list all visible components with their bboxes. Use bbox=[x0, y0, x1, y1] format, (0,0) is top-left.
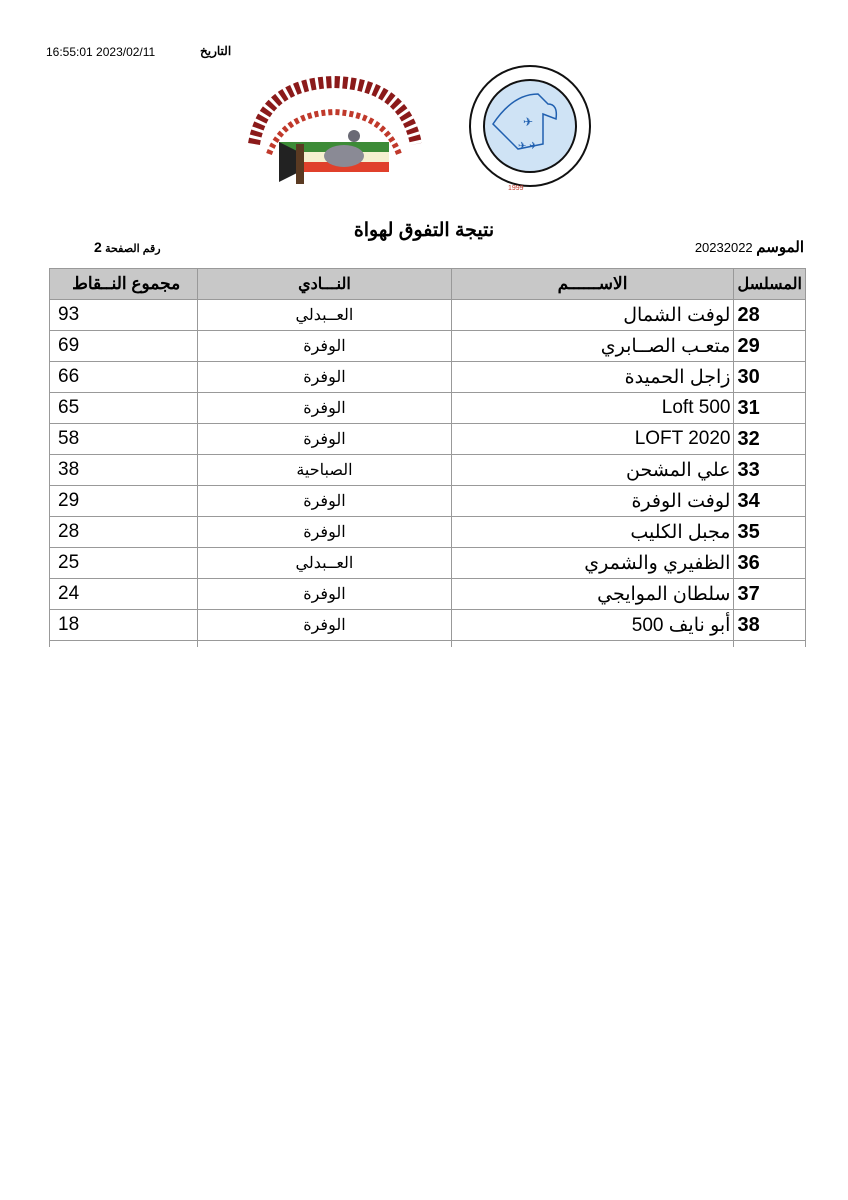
name-cell: أبو نايف 500 bbox=[451, 610, 734, 641]
name-cell: زاجل الحميدة bbox=[451, 362, 734, 393]
table-row bbox=[50, 331, 806, 362]
name-cell: لوفت الوفرة bbox=[451, 486, 734, 517]
serial-cell: 38 bbox=[734, 610, 806, 641]
points-cell: 29 bbox=[50, 486, 198, 517]
serial-cell: 33 bbox=[734, 455, 806, 486]
name-cell: LOFT 2020 bbox=[451, 424, 734, 455]
club-cell: العــبدلي bbox=[198, 300, 451, 331]
serial-cell: 31 bbox=[734, 393, 806, 424]
points-cell: 66 bbox=[50, 362, 198, 393]
table-row bbox=[50, 300, 806, 331]
points-cell: 28 bbox=[50, 517, 198, 548]
club-cell: الوفرة bbox=[198, 486, 451, 517]
table-row bbox=[50, 486, 806, 517]
serial-cell: 37 bbox=[734, 579, 806, 610]
club-cell: الوفرة bbox=[198, 424, 451, 455]
svg-text:✈ ✈: ✈ ✈ bbox=[518, 141, 538, 152]
club-cell: الوفرة bbox=[198, 610, 451, 641]
empty-cell bbox=[198, 641, 451, 648]
season-label: الموسم bbox=[756, 239, 804, 256]
empty-cell bbox=[734, 641, 806, 648]
club-cell: الوفرة bbox=[198, 579, 451, 610]
page-number-value: 2 bbox=[94, 239, 102, 255]
table-end-row bbox=[50, 641, 806, 648]
club-cell: الوفرة bbox=[198, 393, 451, 424]
serial-cell: 34 bbox=[734, 486, 806, 517]
table-row bbox=[50, 610, 806, 641]
serial-cell: 29 bbox=[734, 331, 806, 362]
club-cell: الوفرة bbox=[198, 362, 451, 393]
club-cell: الوفرة bbox=[198, 331, 451, 362]
name-cell: الظفيري والشمري bbox=[451, 548, 734, 579]
points-cell: 93 bbox=[50, 300, 198, 331]
table-row bbox=[50, 455, 806, 486]
serial-cell: 28 bbox=[734, 300, 806, 331]
points-cell: 65 bbox=[50, 393, 198, 424]
empty-cell bbox=[451, 641, 734, 648]
points-cell: 24 bbox=[50, 579, 198, 610]
serial-cell: 30 bbox=[734, 362, 806, 393]
points-cell: 69 bbox=[50, 331, 198, 362]
club-cell: العــبدلي bbox=[198, 548, 451, 579]
col-serial: المسلسل bbox=[734, 269, 806, 300]
serial-cell: 36 bbox=[734, 548, 806, 579]
club-cell: الوفرة bbox=[198, 517, 451, 548]
svg-text:1999: 1999 bbox=[508, 185, 524, 192]
club-logo bbox=[244, 74, 426, 186]
points-cell: 58 bbox=[50, 424, 198, 455]
club-cell: الصباحية bbox=[198, 455, 451, 486]
season bbox=[695, 238, 804, 256]
name-cell: متعـب الصــابري bbox=[451, 331, 734, 362]
name-cell: لوفت الشمال bbox=[451, 300, 734, 331]
table-header-row bbox=[50, 269, 806, 300]
col-points: مجموع النــقاط bbox=[50, 269, 198, 300]
table-row bbox=[50, 517, 806, 548]
season-value: 20232022 bbox=[694, 240, 753, 255]
empty-cell bbox=[50, 641, 198, 648]
date-label: التاريخ bbox=[200, 44, 232, 58]
page-number-label: رقم الصفحة bbox=[105, 243, 161, 255]
name-cell: علي المشحن bbox=[451, 455, 734, 486]
col-name: الاســــــم bbox=[451, 269, 734, 300]
points-cell: 38 bbox=[50, 455, 198, 486]
svg-text:✈: ✈ bbox=[523, 115, 534, 129]
points-cell: 25 bbox=[50, 548, 198, 579]
name-cell: سلطان الموايجي bbox=[451, 579, 734, 610]
serial-cell: 35 bbox=[734, 517, 806, 548]
serial-cell: 32 bbox=[734, 424, 806, 455]
points-cell: 18 bbox=[50, 610, 198, 641]
table-row bbox=[50, 424, 806, 455]
page-number bbox=[54, 239, 161, 255]
col-club: النـــادي bbox=[198, 269, 451, 300]
name-cell: مجبل الكليب bbox=[451, 517, 734, 548]
name-cell: Loft 500 bbox=[451, 393, 734, 424]
table-row bbox=[50, 393, 806, 424]
federation-logo bbox=[468, 64, 592, 194]
table-row bbox=[50, 548, 806, 579]
page-title: نتيجة التفوق لهواة bbox=[353, 220, 495, 241]
table-row bbox=[50, 362, 806, 393]
results-table bbox=[49, 268, 806, 647]
table-row bbox=[50, 579, 806, 610]
date-value: 16:55:01 2023/02/11 bbox=[46, 45, 156, 59]
